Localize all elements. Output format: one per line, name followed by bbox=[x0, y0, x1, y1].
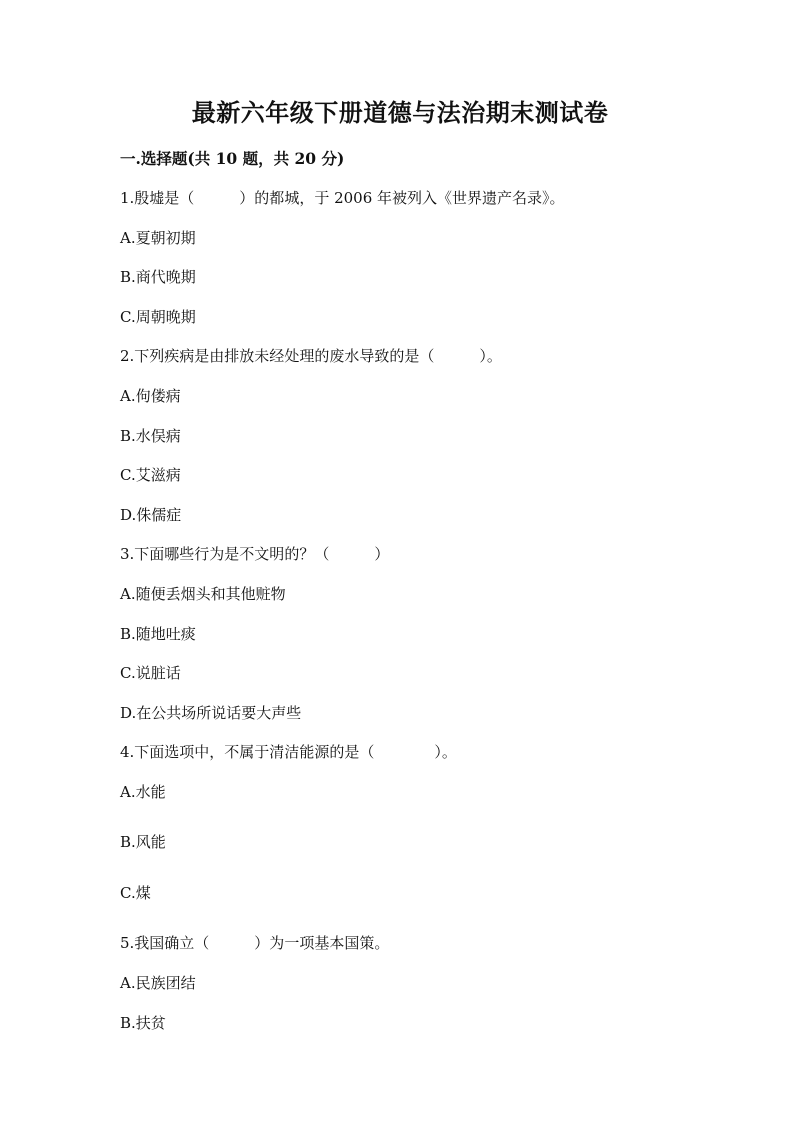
question-option: B.水俣病 bbox=[120, 427, 181, 445]
question-option: A.佝偻病 bbox=[120, 387, 181, 405]
section-heading: 一.选择题(共 10 题，共 20 分) bbox=[120, 149, 345, 168]
question-option: A.水能 bbox=[120, 783, 166, 801]
question-option: C.周朝晚期 bbox=[120, 308, 196, 326]
page-title: 最新六年级下册道德与法治期末测试卷 bbox=[191, 98, 609, 127]
question-option: A.夏朝初期 bbox=[120, 229, 196, 247]
question-stem: 1.殷墟是（ ）的都城，于 2006 年被列入《世界遗产名录》。 bbox=[120, 189, 565, 207]
question-stem: 5.我国确立（ ）为一项基本国策。 bbox=[120, 934, 390, 952]
question-option: C.煤 bbox=[120, 884, 151, 902]
question-option: C.艾滋病 bbox=[120, 466, 181, 484]
question-option: B.商代晚期 bbox=[120, 268, 196, 286]
question-stem: 3.下面哪些行为是不文明的？（ ） bbox=[120, 545, 390, 563]
question-option: D.侏儒症 bbox=[120, 506, 182, 524]
question-option: A.民族团结 bbox=[120, 974, 196, 992]
question-option: A.随便丢烟头和其他赃物 bbox=[120, 585, 286, 603]
question-option: B.扶贫 bbox=[120, 1014, 166, 1032]
question-option: D.在公共场所说话要大声些 bbox=[120, 704, 302, 722]
question-option: C.说脏话 bbox=[120, 664, 181, 682]
question-stem: 2.下列疾病是由排放未经处理的废水导致的是（ ）。 bbox=[120, 347, 502, 365]
question-option: B.风能 bbox=[120, 833, 166, 851]
question-stem: 4.下面选项中，不属于清洁能源的是（ ）。 bbox=[120, 743, 457, 761]
question-option: B.随地吐痰 bbox=[120, 625, 196, 643]
